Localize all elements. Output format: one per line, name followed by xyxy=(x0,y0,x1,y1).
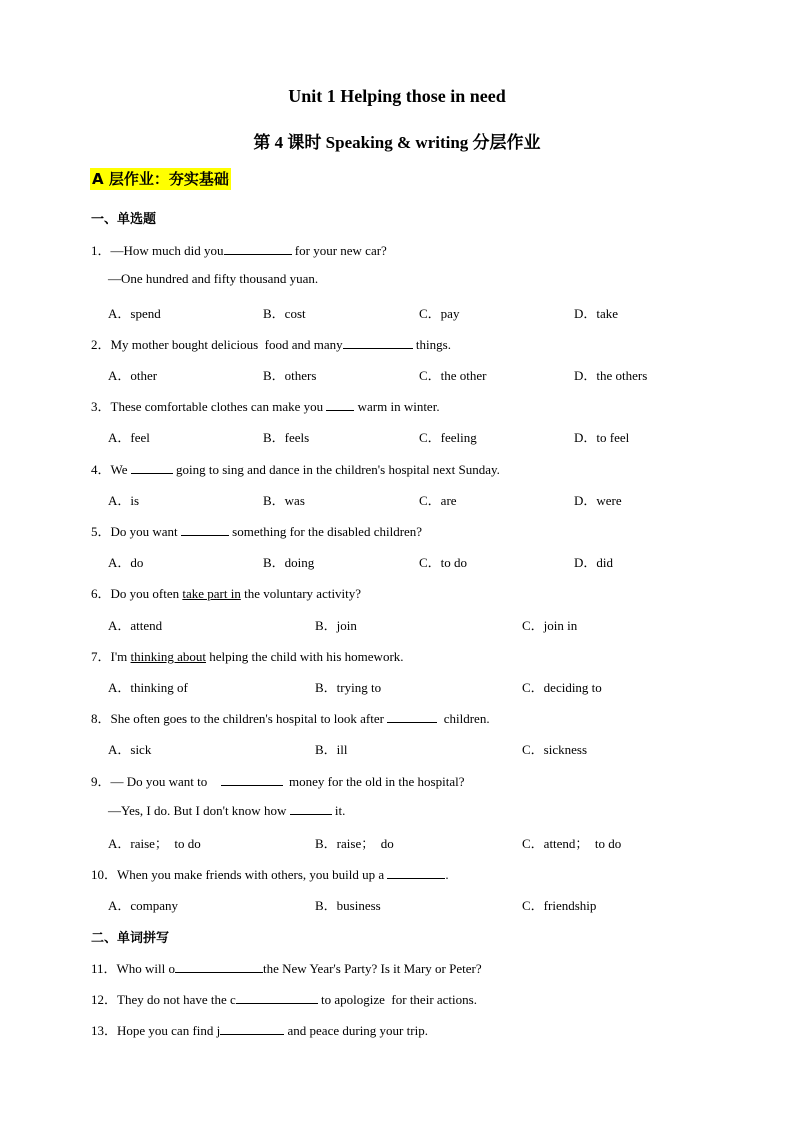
question-1 xyxy=(91,240,387,259)
q5-text: 5．Do you want xyxy=(91,524,181,539)
q9-text-end: money for the old in the hospital? xyxy=(282,774,465,789)
q4-option-b: B．was xyxy=(263,493,305,508)
section-heading-choice: 一、单选题 xyxy=(91,212,157,227)
question-13 xyxy=(91,1020,428,1039)
q12-text-end: to apologize for their actions. xyxy=(317,992,477,1007)
q3-option-c: C．feeling xyxy=(419,430,477,445)
question-4 xyxy=(91,459,500,478)
q4-option-c: C．are xyxy=(419,493,457,508)
q4-option-a: A．is xyxy=(108,493,140,508)
q9-line2 xyxy=(108,802,345,819)
section-heading-spelling: 二、单词拼写 xyxy=(91,931,170,946)
q9-option-b: B．raise； do xyxy=(315,836,394,851)
q1-line2: —One hundred and fifty thousand yuan. xyxy=(108,271,319,286)
q11-blank xyxy=(175,960,263,973)
q1-text: 1．—How much did you xyxy=(91,243,224,258)
question-8 xyxy=(91,708,490,727)
q5-option-b: B．doing xyxy=(263,555,315,570)
q5-blank xyxy=(181,523,229,536)
q2-text-end: things. xyxy=(412,337,451,352)
q1-option-a: A．spend xyxy=(108,306,161,321)
question-7 xyxy=(91,646,404,665)
q9-option-c: C．attend； to do xyxy=(522,836,622,851)
q3-option-a: A．feel xyxy=(108,430,150,445)
q2-option-d: D．the others xyxy=(574,368,648,383)
q6-option-c: C．join in xyxy=(522,618,578,633)
q12-blank xyxy=(236,991,318,1004)
q1-option-d: D．take xyxy=(574,306,619,321)
q7-text: 7．I'm xyxy=(91,649,131,664)
q8-option-c: C．sickness xyxy=(522,742,588,757)
q13-text: 13．Hope you can find j xyxy=(91,1023,221,1038)
q2-option-c: C．the other xyxy=(419,368,487,383)
q4-blank xyxy=(131,461,173,474)
q2-blank xyxy=(343,336,413,349)
q9-blank-2 xyxy=(290,802,332,815)
q8-blank xyxy=(387,710,437,723)
q9-text: 9．— Do you want to xyxy=(91,774,211,789)
q10-option-b: B．business xyxy=(315,898,381,913)
q5-option-c: C．to do xyxy=(419,555,468,570)
question-5 xyxy=(91,521,422,540)
question-6 xyxy=(91,583,361,602)
layer-heading: A 层作业：夯实基础 xyxy=(92,170,229,188)
q7-text-end: helping the child with his homework. xyxy=(206,649,404,664)
q5-text-end: something for the disabled children? xyxy=(228,524,423,539)
q10-text-end: . xyxy=(445,867,449,882)
q10-option-a: A．company xyxy=(108,898,179,913)
q2-option-a: A．other xyxy=(108,368,158,383)
q3-option-b: B．feels xyxy=(263,430,310,445)
q10-blank xyxy=(387,866,445,879)
q13-text-end: and peace during your trip. xyxy=(284,1023,428,1038)
q8-text: 8．She often goes to the children's hospital to look after xyxy=(91,711,388,726)
q3-blank xyxy=(326,398,354,411)
q11-text: 11．Who will o xyxy=(91,961,176,976)
q8-option-b: B．ill xyxy=(315,742,348,757)
q2-text: 2．My mother bought delicious food and many xyxy=(91,337,343,352)
lesson-subtitle: 第 4 课时 Speaking & writing 分层作业 xyxy=(253,133,541,152)
q7-option-b: B．trying to xyxy=(315,680,382,695)
q6-text: 6．Do you often xyxy=(91,586,183,601)
q2-option-b: B．others xyxy=(263,368,317,383)
q8-option-a: A．sick xyxy=(108,742,152,757)
question-9 xyxy=(91,771,465,790)
question-2 xyxy=(91,334,451,353)
question-12 xyxy=(91,989,477,1008)
q3-text-end: warm in winter. xyxy=(354,399,440,414)
q5-option-d: D．did xyxy=(574,555,614,570)
q5-option-a: A．do xyxy=(108,555,144,570)
q6-option-b: B．join xyxy=(315,618,357,633)
question-11 xyxy=(91,958,482,977)
q1-blank xyxy=(224,242,292,255)
q9-line2-text: —Yes, I do. But I don't know how xyxy=(108,803,290,818)
q11-text-end: the New Year's Party? Is it Mary or Peter? xyxy=(263,961,482,976)
question-10 xyxy=(91,864,449,883)
q4-option-d: D．were xyxy=(574,493,622,508)
q3-option-d: D．to feel xyxy=(574,430,630,445)
q7-option-a: A．thinking of xyxy=(108,680,188,695)
q9-blank-1 xyxy=(221,773,283,786)
q1-option-c: C．pay xyxy=(419,306,460,321)
q1-text-end: for your new car? xyxy=(291,243,387,258)
q6-underlined-phrase: take part in xyxy=(182,586,241,601)
q7-option-c: C．deciding to xyxy=(522,680,602,695)
unit-title: Unit 1 Helping those in need xyxy=(288,86,506,106)
q1-option-b: B．cost xyxy=(263,306,306,321)
question-3 xyxy=(91,396,440,415)
q9-option-a: A．raise； to do xyxy=(108,836,201,851)
q7-underlined-phrase: thinking about xyxy=(130,649,207,664)
q10-text: 10．When you make friends with others, you build up a xyxy=(91,867,388,882)
q6-option-a: A．attend xyxy=(108,618,163,633)
q13-blank xyxy=(220,1022,284,1035)
q3-text: 3．These comfortable clothes can make you xyxy=(91,399,327,414)
q9-line2-end: it. xyxy=(331,803,346,818)
q4-text-end: going to sing and dance in the children's hospital next Sunday. xyxy=(172,462,500,477)
q4-text: 4．We xyxy=(91,462,131,477)
q6-text-end: the voluntary activity? xyxy=(240,586,362,601)
q8-text-end: children. xyxy=(437,711,490,726)
q10-option-c: C．friendship xyxy=(522,898,597,913)
q12-text: 12．They do not have the c xyxy=(91,992,236,1007)
